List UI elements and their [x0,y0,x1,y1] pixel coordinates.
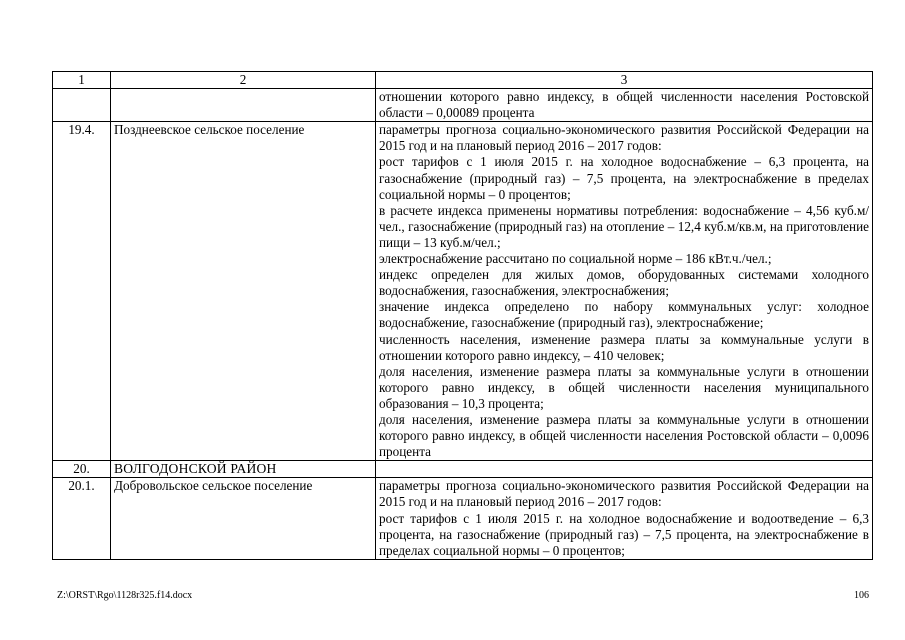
row-name: Добровольское сельское поселение [111,478,376,559]
description-paragraph: отношении которого равно индексу, в общей численности населения Ростовской области – 0,00089 процента [379,89,869,121]
row-number [53,89,111,122]
description-paragraph: индекс определен для жилых домов, оборудованных системами холодного водоснабжения, газоснабжения, электроснабжения; [379,267,869,299]
document-table [52,71,873,560]
footer-file-path: Z:\ORST\Rgo\1128r325.f14.docx [57,590,193,601]
column-number-3: 3 [376,72,873,89]
table-row [53,122,873,461]
table-header-row [53,72,873,89]
description-paragraph: рост тарифов с 1 июля 2015 г. на холодное водоснабжение – 6,3 процента, на газоснабжение (природный газ) – 7,5 процента, на электроснабжение в пределах социальной нормы – 0 процентов; [379,154,869,202]
column-number-2: 2 [111,72,376,89]
row-number: 20.1. [53,478,111,559]
row-description [376,478,873,559]
description-paragraph: в расчете индекса применены нормативы потребления: водоснабжение – 4,56 куб.м/чел., газоснабжение (природный газ) на отопление – 12,4 куб.м/кв.м, на приготовление пищи – 13 куб.м/чел.; [379,202,869,250]
description-paragraph: численность населения, изменение размера платы за коммунальные услуги в отношении которого равно индексу, – 410 человек; [379,331,869,363]
table-row [53,461,873,478]
row-name: ВОЛГОДОНСКОЙ РАЙОН [111,461,376,478]
description-paragraph: параметры прогноза социально-экономического развития Российской Федерации на 2015 год и на плановый период 2016 – 2017 годов: [379,122,869,154]
description-paragraph: электроснабжение рассчитано по социальной норме – 186 кВт.ч./чел.; [379,251,772,267]
description-paragraph: доля населения, изменение размера платы за коммунальные услуги в отношении которого равно индексу, в общей численности населения Ростовской области – 0,0096 процента [379,411,869,460]
row-description [376,461,873,478]
row-description [376,89,873,122]
description-paragraph: значение индекса определено по набору коммунальных услуг: холодное водоснабжение, газоснабжение (природный газ), электроснабжение; [379,299,869,331]
description-paragraph: параметры прогноза социально-экономического развития Российской Федерации на 2015 год и на плановый период 2016 – 2017 годов: [379,478,869,510]
row-name: Позднеевское сельское поселение [111,122,376,461]
row-description [376,122,873,461]
description-paragraph: доля населения, изменение размера платы за коммунальные услуги в отношении которого равно индексу, в общей численности населения муниципального образования – 10,3 процента; [379,363,869,411]
row-name [111,89,376,122]
table-row [53,478,873,559]
description-paragraph: рост тарифов с 1 июля 2015 г. на холодное водоснабжение и водоотведение – 6,3 процента, на газоснабжение (природный газ) – 7,5 процента, на электроснабжение в пределах социальной нормы – 0 процентов; [379,510,869,558]
row-number: 19.4. [53,122,111,461]
row-number: 20. [53,461,111,478]
column-number-1: 1 [53,72,111,89]
table-row [53,89,873,122]
footer-page-number: 106 [854,590,869,601]
